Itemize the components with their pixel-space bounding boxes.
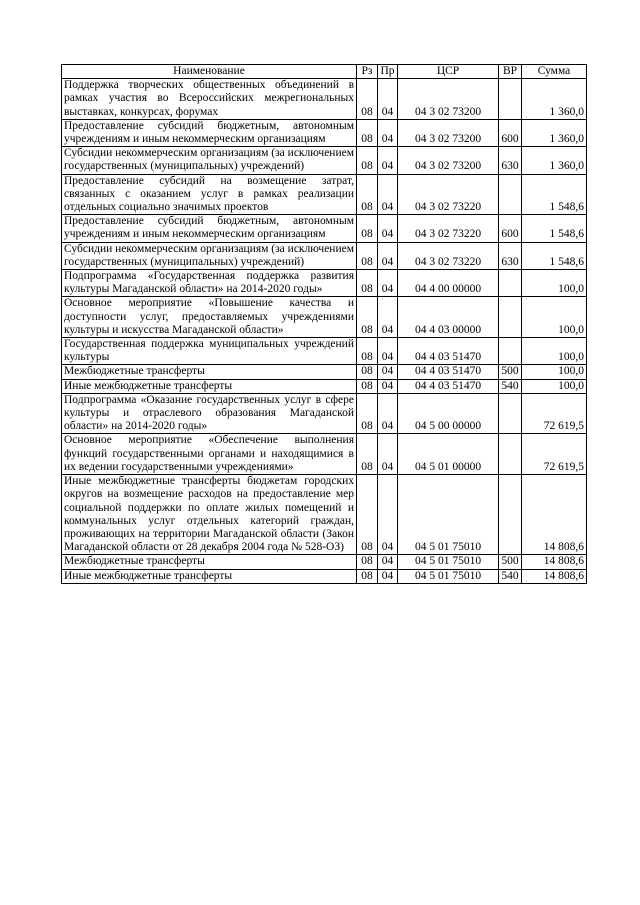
cell-pr: 04 [378, 119, 398, 146]
cell-rz: 08 [357, 434, 378, 475]
cell-rz: 08 [357, 365, 378, 379]
cell-csr: 04 4 03 51470 [398, 338, 499, 365]
table-row [62, 215, 587, 242]
cell-rz: 08 [357, 393, 378, 434]
cell-name: Основное мероприятие «Повышение качества и доступности услуг, предоставляемых учреждениями культуры и искусства Магаданской области» [62, 297, 357, 338]
cell-rz: 08 [357, 215, 378, 242]
cell-pr: 04 [378, 393, 398, 434]
cell-sum: 1 548,6 [522, 174, 587, 215]
header-sum: Сумма [522, 65, 587, 79]
cell-pr: 04 [378, 379, 398, 393]
cell-name: Межбюджетные трансферты [62, 365, 357, 379]
cell-rz: 08 [357, 338, 378, 365]
cell-pr: 04 [378, 555, 398, 569]
header-rz: Рз [357, 65, 378, 79]
cell-pr: 04 [378, 270, 398, 297]
cell-name: Поддержка творческих общественных объединений в рамках участия во Всероссийских межрегиональных выставках, конкурсах, форумах [62, 79, 357, 120]
cell-sum: 100,0 [522, 270, 587, 297]
table-row [62, 555, 587, 569]
cell-name: Предоставление субсидий бюджетным, автономным учреждениям и иным некоммерческим организациям [62, 119, 357, 146]
table-row [62, 147, 587, 174]
cell-sum: 72 619,5 [522, 393, 587, 434]
header-pr: Пр [378, 65, 398, 79]
cell-csr: 04 3 02 73220 [398, 215, 499, 242]
cell-pr: 04 [378, 475, 398, 555]
cell-sum: 1 548,6 [522, 242, 587, 269]
cell-sum: 100,0 [522, 379, 587, 393]
table-row [62, 119, 587, 146]
cell-vr: 540 [499, 569, 522, 583]
cell-rz: 08 [357, 147, 378, 174]
header-row [62, 65, 587, 79]
cell-csr: 04 5 00 00000 [398, 393, 499, 434]
cell-csr: 04 3 02 73220 [398, 174, 499, 215]
cell-pr: 04 [378, 434, 398, 475]
cell-name: Подпрограмма «Государственная поддержка развития культуры Магаданской области» на 2014-2020 годы» [62, 270, 357, 297]
cell-csr: 04 5 01 75010 [398, 555, 499, 569]
cell-vr [499, 434, 522, 475]
table-row [62, 297, 587, 338]
table-body [62, 79, 587, 584]
cell-vr [499, 270, 522, 297]
cell-name: Иные межбюджетные трансферты [62, 569, 357, 583]
cell-rz: 08 [357, 119, 378, 146]
cell-csr: 04 4 00 00000 [398, 270, 499, 297]
cell-name: Субсидии некоммерческим организациям (за исключением государственных (муниципальных) учреждений) [62, 242, 357, 269]
cell-sum: 100,0 [522, 338, 587, 365]
cell-name: Предоставление субсидий на возмещение затрат, связанных с оказанием услуг в рамках реализации отдельных социально значимых проектов [62, 174, 357, 215]
cell-name: Межбюджетные трансферты [62, 555, 357, 569]
cell-pr: 04 [378, 297, 398, 338]
cell-name: Предоставление субсидий бюджетным, автономным учреждениям и иным некоммерческим организациям [62, 215, 357, 242]
cell-name: Основное мероприятие «Обеспечение выполнения функций государственными органами и находящимися в их ведении государственными учреждениями» [62, 434, 357, 475]
cell-csr: 04 3 02 73200 [398, 79, 499, 120]
cell-pr: 04 [378, 147, 398, 174]
cell-csr: 04 4 03 00000 [398, 297, 499, 338]
cell-pr: 04 [378, 242, 398, 269]
cell-vr [499, 393, 522, 434]
cell-sum: 1 548,6 [522, 215, 587, 242]
cell-pr: 04 [378, 338, 398, 365]
budget-table [61, 64, 587, 584]
cell-vr: 500 [499, 555, 522, 569]
table-row [62, 270, 587, 297]
cell-rz: 08 [357, 569, 378, 583]
cell-name: Подпрограмма «Оказание государственных услуг в сфере культуры и отраслевого образования Магаданской области» на 2014-2020 годы» [62, 393, 357, 434]
header-vr: ВР [499, 65, 522, 79]
cell-pr: 04 [378, 569, 398, 583]
cell-name: Иные межбюджетные трансферты [62, 379, 357, 393]
cell-sum: 100,0 [522, 365, 587, 379]
cell-vr [499, 174, 522, 215]
cell-name: Иные межбюджетные трансферты бюджетам городских округов на возмещение расходов на предоставление мер социальной поддержки по оплате жилых помещений и коммунальных услуг отдельных категорий граждан, проживающих на территории Магаданской области (Закон Магаданской области от 28 декабря 2004 года № 528-ОЗ) [62, 475, 357, 555]
cell-pr: 04 [378, 215, 398, 242]
cell-rz: 08 [357, 174, 378, 215]
cell-rz: 08 [357, 270, 378, 297]
table-row [62, 475, 587, 555]
cell-vr: 500 [499, 365, 522, 379]
table-header [62, 65, 587, 79]
table-row [62, 393, 587, 434]
cell-sum: 1 360,0 [522, 79, 587, 120]
table-row [62, 242, 587, 269]
cell-rz: 08 [357, 475, 378, 555]
cell-csr: 04 3 02 73220 [398, 242, 499, 269]
cell-sum: 72 619,5 [522, 434, 587, 475]
cell-vr [499, 475, 522, 555]
header-name: Наименование [62, 65, 357, 79]
cell-vr [499, 297, 522, 338]
cell-vr: 600 [499, 215, 522, 242]
cell-name: Государственная поддержка муниципальных учреждений культуры [62, 338, 357, 365]
table-row [62, 338, 587, 365]
cell-csr: 04 5 01 75010 [398, 475, 499, 555]
cell-sum: 1 360,0 [522, 147, 587, 174]
cell-sum: 14 808,6 [522, 475, 587, 555]
cell-vr: 540 [499, 379, 522, 393]
cell-rz: 08 [357, 297, 378, 338]
table-row [62, 174, 587, 215]
cell-csr: 04 4 03 51470 [398, 379, 499, 393]
cell-name: Субсидии некоммерческим организациям (за исключением государственных (муниципальных) учреждений) [62, 147, 357, 174]
table-row [62, 79, 587, 120]
cell-rz: 08 [357, 555, 378, 569]
cell-rz: 08 [357, 242, 378, 269]
cell-vr [499, 338, 522, 365]
cell-vr [499, 79, 522, 120]
cell-sum: 1 360,0 [522, 119, 587, 146]
table-row [62, 434, 587, 475]
cell-pr: 04 [378, 79, 398, 120]
cell-rz: 08 [357, 79, 378, 120]
cell-csr: 04 4 03 51470 [398, 365, 499, 379]
cell-rz: 08 [357, 379, 378, 393]
cell-vr: 630 [499, 147, 522, 174]
cell-vr: 630 [499, 242, 522, 269]
cell-csr: 04 5 01 00000 [398, 434, 499, 475]
table-row [62, 365, 587, 379]
table-row [62, 379, 587, 393]
cell-csr: 04 5 01 75010 [398, 569, 499, 583]
cell-sum: 100,0 [522, 297, 587, 338]
cell-pr: 04 [378, 365, 398, 379]
cell-csr: 04 3 02 73200 [398, 119, 499, 146]
cell-vr: 600 [499, 119, 522, 146]
cell-csr: 04 3 02 73200 [398, 147, 499, 174]
header-csr: ЦСР [398, 65, 499, 79]
table-row [62, 569, 587, 583]
cell-pr: 04 [378, 174, 398, 215]
cell-sum: 14 808,6 [522, 555, 587, 569]
cell-sum: 14 808,6 [522, 569, 587, 583]
